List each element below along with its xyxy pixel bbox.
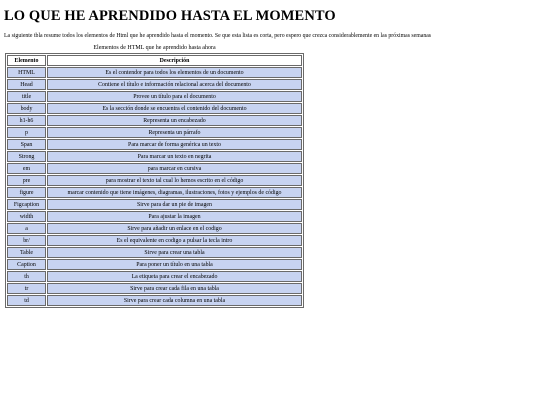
- table-row: [7, 127, 302, 138]
- table-row: [7, 139, 302, 150]
- table-row: [7, 115, 302, 126]
- description-cell: Sirve para añadir un enlace en el codigo: [47, 223, 302, 234]
- element-cell: Span: [7, 139, 46, 150]
- description-cell: Es la sección donde se encuentra el contenido del documento: [47, 103, 302, 114]
- description-cell: Para poner un título en una tabla: [47, 259, 302, 270]
- table-caption: Elementos de HTML que he aprendido hasta ahora: [93, 45, 216, 51]
- table-row: [7, 259, 302, 270]
- element-cell: HTML: [7, 67, 46, 78]
- table-row: [7, 163, 302, 174]
- intro-paragraph: La siguiente tbla resume todos los elementos de Html que he aprendido hasta el momento. Se que esta lista es corta, pero espero que crezca considerablemente en las próximas semanas: [4, 33, 432, 39]
- element-cell: Table: [7, 247, 46, 258]
- table-row: [7, 211, 302, 222]
- table-row: [7, 283, 302, 294]
- element-cell: width: [7, 211, 46, 222]
- element-cell: pre: [7, 175, 46, 186]
- element-cell: th: [7, 271, 46, 282]
- table-row: [7, 103, 302, 114]
- element-cell: br/: [7, 235, 46, 246]
- table-row: [7, 199, 302, 210]
- description-cell: Sirve para crear cada columna en una tabla: [47, 295, 302, 306]
- element-cell: p: [7, 127, 46, 138]
- element-cell: td: [7, 295, 46, 306]
- description-cell: Contiene el título e información relacional acerca del documento: [47, 79, 302, 90]
- element-cell: Figcaption: [7, 199, 46, 210]
- html-elements-table: [5, 45, 304, 308]
- description-cell: Para ajustar la imagen: [47, 211, 302, 222]
- table-row: [7, 79, 302, 90]
- table-row: [7, 247, 302, 258]
- element-cell: Strong: [7, 151, 46, 162]
- description-cell: Representa un párrafo: [47, 127, 302, 138]
- element-cell: a: [7, 223, 46, 234]
- description-cell: Es el equivalente en codigo a pulsar la tecla intro: [47, 235, 302, 246]
- table-row: [7, 91, 302, 102]
- description-cell: Para marcar de forma genérica un texto: [47, 139, 302, 150]
- table-row: [7, 295, 302, 306]
- element-cell: tr: [7, 283, 46, 294]
- header-element: Elemento: [7, 55, 46, 66]
- description-cell: Sirve para crear una tabla: [47, 247, 302, 258]
- table-row: [7, 271, 302, 282]
- table-row: [7, 175, 302, 186]
- element-cell: h1-h6: [7, 115, 46, 126]
- description-cell: para marcar en cursiva: [47, 163, 302, 174]
- element-cell: body: [7, 103, 46, 114]
- header-description: Descripción: [47, 55, 302, 66]
- element-cell: Head: [7, 79, 46, 90]
- description-cell: La etiqueta para crear el encabezado: [47, 271, 302, 282]
- element-cell: title: [7, 91, 46, 102]
- table-row: [7, 187, 302, 198]
- table-row: [7, 235, 302, 246]
- description-cell: Provee un título para el documento: [47, 91, 302, 102]
- element-cell: figure: [7, 187, 46, 198]
- table-header-row: [7, 55, 302, 66]
- table-row: [7, 223, 302, 234]
- description-cell: Sirve para dar un pie de imagen: [47, 199, 302, 210]
- description-cell: marcar contenido que tiene imágenes, diagramas, ilustraciones, fotos y ejemplos de código: [47, 187, 302, 198]
- description-cell: Sirve para crear cada fila en una tabla: [47, 283, 302, 294]
- page-title: LO QUE HE APRENDIDO HASTA EL MOMENTO: [4, 8, 336, 24]
- table-row: [7, 67, 302, 78]
- description-cell: para mostrar el texto tal cual lo hemos escrito en el código: [47, 175, 302, 186]
- description-cell: Es el contendor para todos los elementos de un documento: [47, 67, 302, 78]
- description-cell: Representa un encabezado: [47, 115, 302, 126]
- description-cell: Para marcar un texto en negrita: [47, 151, 302, 162]
- element-cell: em: [7, 163, 46, 174]
- element-cell: Caption: [7, 259, 46, 270]
- table-body: [7, 67, 302, 306]
- table-row: [7, 151, 302, 162]
